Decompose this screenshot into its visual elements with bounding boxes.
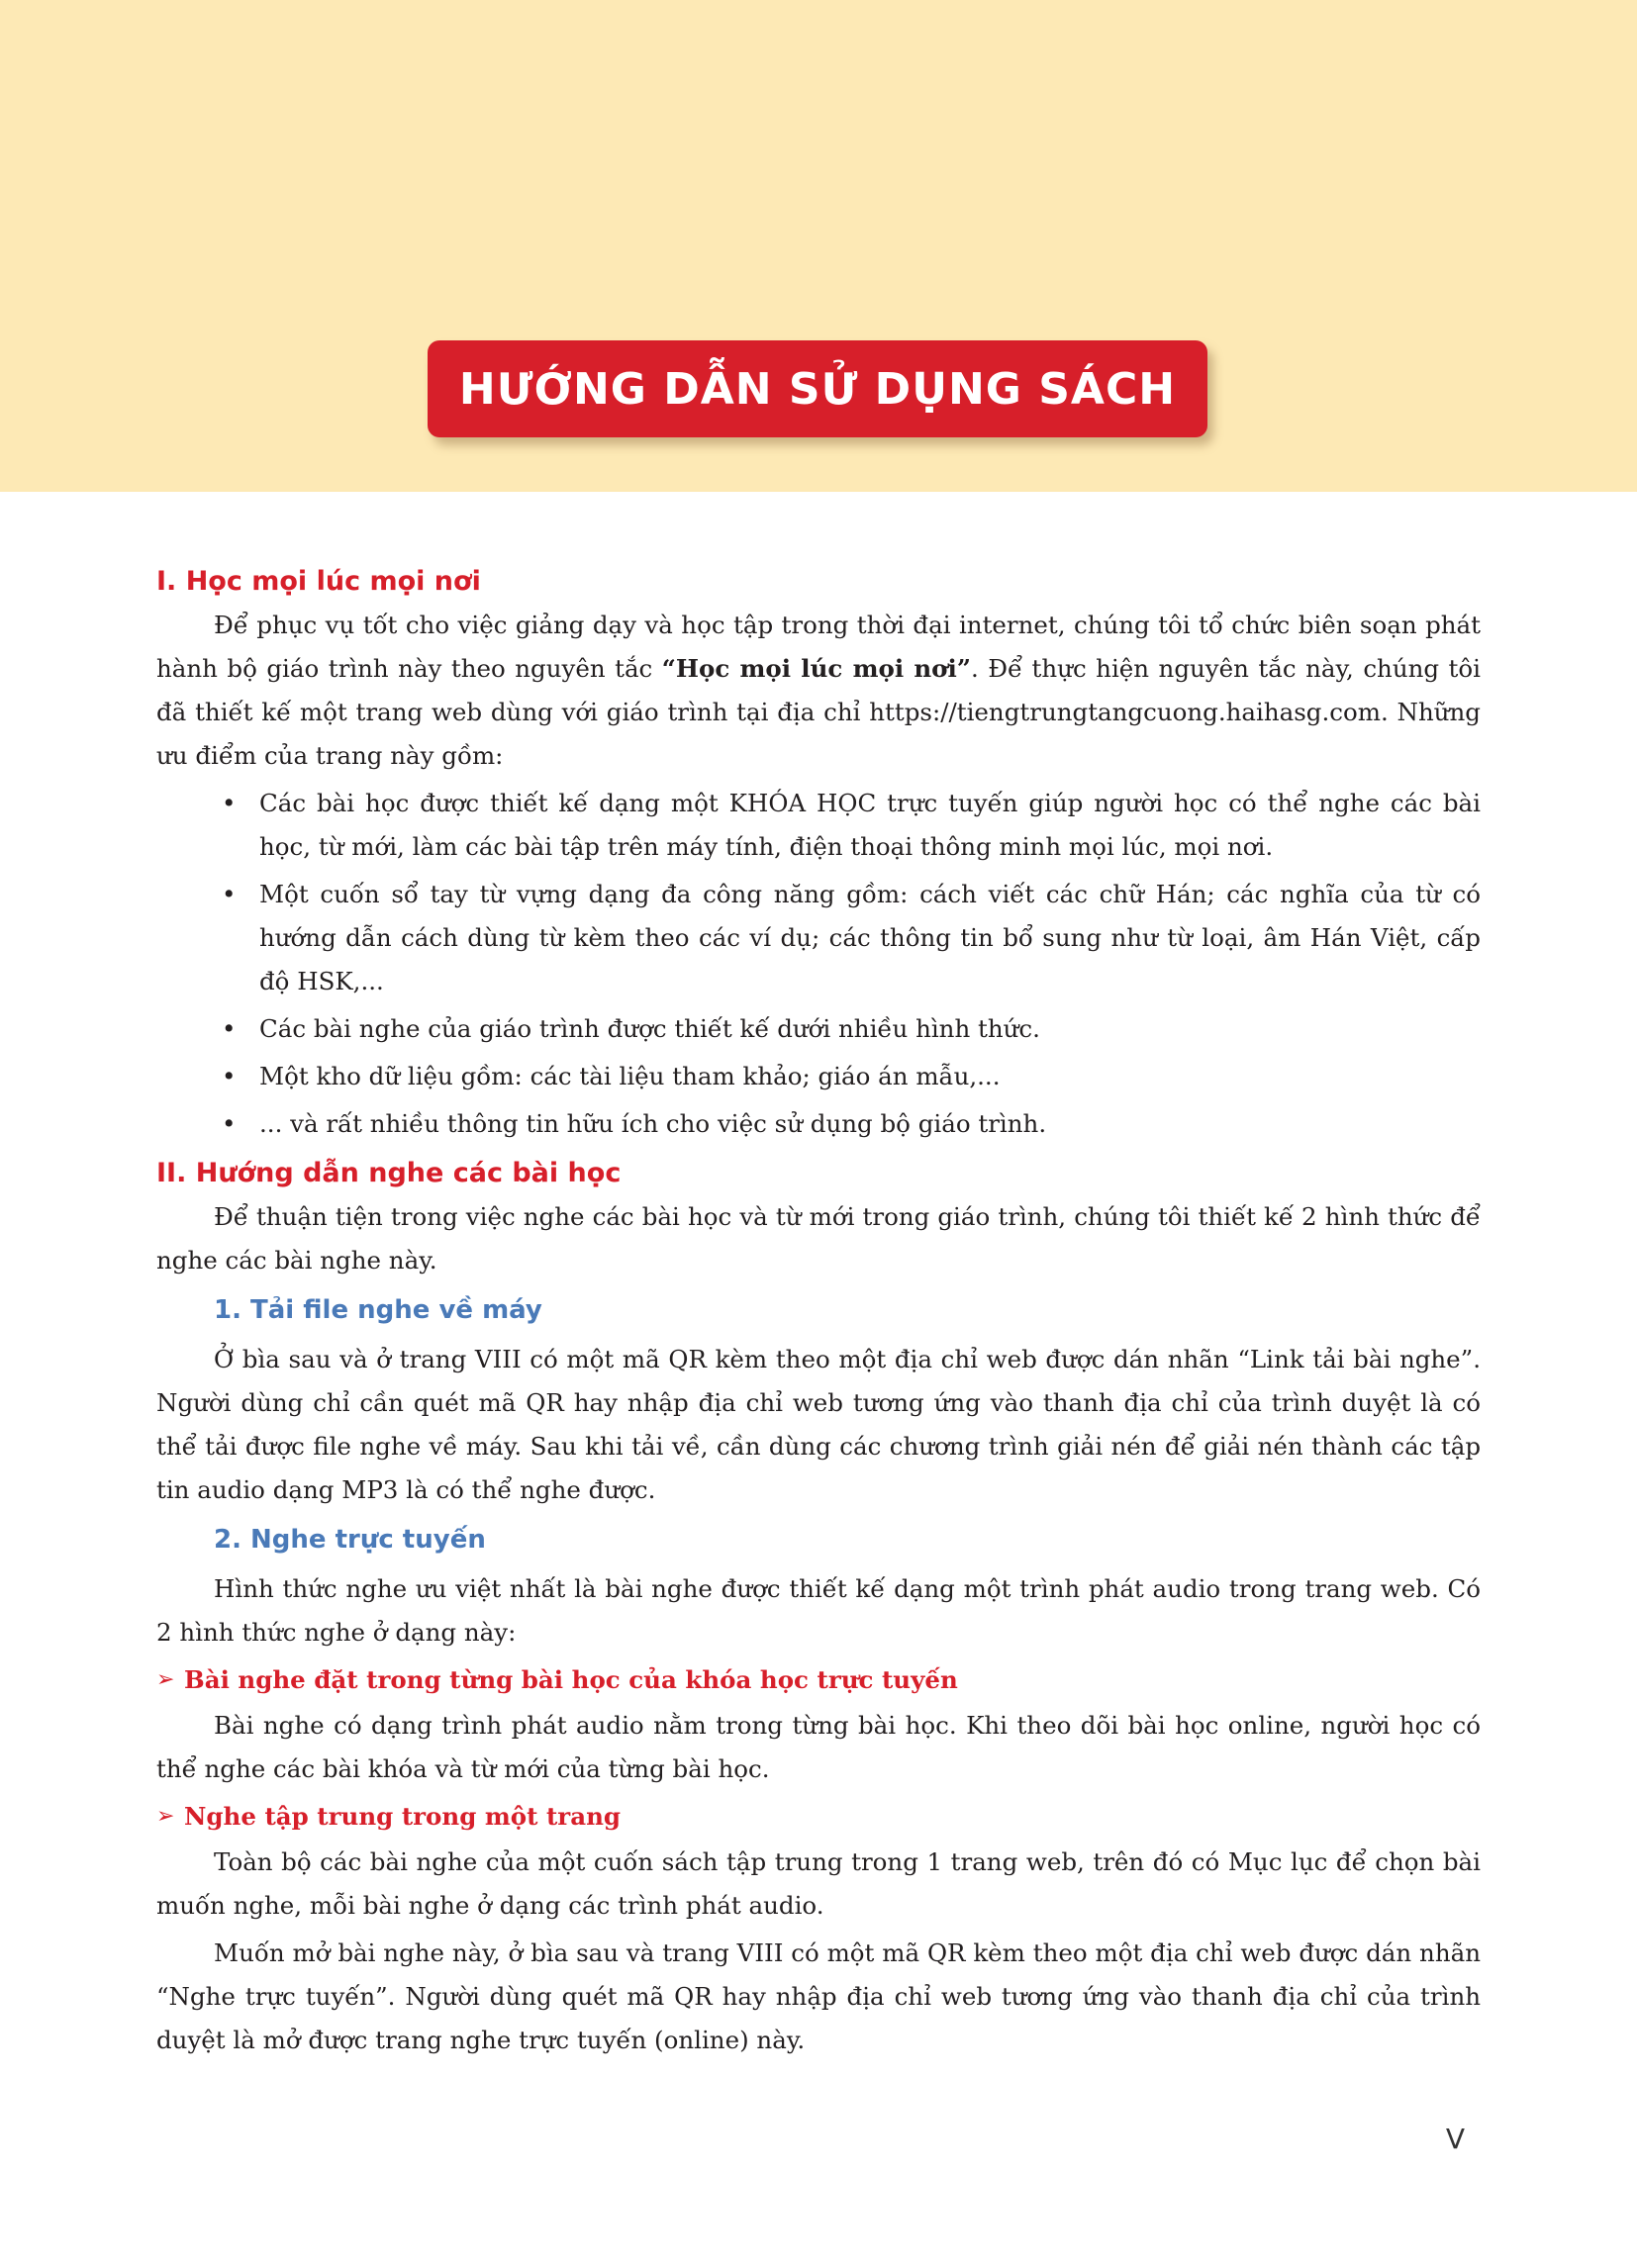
section-1-paragraph: Để phục vụ tốt cho việc giảng dạy và học tập trong thời đại internet, chúng tôi tổ chức biên soạn phát hành bộ giáo trình này theo nguyên tắc “Học mọi lúc mọi nơi”. Để thực hiện nguyên tắc này, chúng tôi đã thiết kế một trang web dùng với giáo trình tại địa chỉ https://tiengtrungtangcuong.haihasg.com. Những ưu điểm của trang này gồm: bbox=[156, 611, 1481, 770]
page-number: V bbox=[1445, 2123, 1465, 2155]
bullet-icon: • bbox=[222, 1109, 237, 1138]
arrow-right-icon: ➢ bbox=[156, 1667, 175, 1692]
arrow-2-text-2: Muốn mở bài nghe này, ở bìa sau và trang VIII có một mã QR kèm theo một địa chỉ web được dán nhãn “Nghe trực tuyến”. Người dùng quét mã QR hay nhập địa chỉ web tương ứng vào thanh địa chỉ của trình duyệt là mở được trang nghe trực tuyến (online) này. bbox=[156, 1938, 1481, 2054]
bullet-icon: • bbox=[222, 1062, 237, 1090]
section-2-heading: II. Hướng dẫn nghe các bài học bbox=[156, 1158, 622, 1188]
list-item: • Các bài nghe của giáo trình được thiết kế dưới nhiều hình thức. bbox=[156, 1007, 1481, 1051]
list-item: • Một cuốn sổ tay từ vựng dạng đa công năng gồm: cách viết các chữ Hán; các nghĩa của từ có hướng dẫn cách dùng từ kèm theo các ví dụ; các thông tin bổ sung như từ loại, âm Hán Việt, cấp độ HSK,... bbox=[156, 873, 1481, 1003]
list-item: • Các bài học được thiết kế dạng một KHÓA HỌC trực tuyến giúp người học có thể nghe các bài học, từ mới, làm các bài tập trên máy tính, điện thoại thông minh mọi lúc, mọi nơi. bbox=[156, 782, 1481, 869]
feature-list bbox=[156, 782, 1481, 1146]
subsection-2-heading: 2. Nghe trực tuyến bbox=[214, 1525, 486, 1555]
title-banner bbox=[428, 340, 1207, 437]
arrow-heading-2: ➢ Nghe tập trung trong một trang bbox=[156, 1795, 1481, 1839]
section-2-intro: Để thuận tiện trong việc nghe các bài học và từ mới trong giáo trình, chúng tôi thiết kế 2 hình thức để nghe các bài nghe này. bbox=[156, 1202, 1481, 1275]
list-item: • ... và rất nhiều thông tin hữu ích cho việc sử dụng bộ giáo trình. bbox=[156, 1102, 1481, 1146]
page-title: HƯỚNG DẪN SỬ DỤNG SÁCH bbox=[458, 363, 1177, 415]
bullet-icon: • bbox=[222, 880, 237, 908]
subsection-1-text: Ở bìa sau và ở trang VIII có một mã QR kèm theo một địa chỉ web được dán nhãn “Link tải bài nghe”. Người dùng chỉ cần quét mã QR hay nhập địa chỉ web tương ứng vào thanh địa chỉ của trình duyệt là có thể tải được file nghe về máy. Sau khi tải về, cần dùng các chương trình giải nén để giải nén thành các tập tin audio dạng MP3 là có thể nghe được. bbox=[156, 1345, 1481, 1504]
bullet-icon: • bbox=[222, 1014, 237, 1043]
bullet-icon: • bbox=[222, 789, 237, 817]
arrow-1-text: Bài nghe có dạng trình phát audio nằm trong từng bài học. Khi theo dõi bài học online, người học có thể nghe các bài khóa và từ mới của từng bài học. bbox=[156, 1711, 1481, 1783]
section-1-heading: I. Học mọi lúc mọi nơi bbox=[156, 566, 481, 597]
principle-text: “Học mọi lúc mọi nơi” bbox=[661, 654, 971, 683]
main-content bbox=[156, 560, 1481, 2066]
arrow-heading-1: ➢ Bài nghe đặt trong từng bài học của khóa học trực tuyến bbox=[156, 1658, 1481, 1702]
subsection-2-text: Hình thức nghe ưu việt nhất là bài nghe được thiết kế dạng một trình phát audio trong trang web. Có 2 hình thức nghe ở dạng này: bbox=[156, 1574, 1481, 1647]
list-item: • Một kho dữ liệu gồm: các tài liệu tham khảo; giáo án mẫu,... bbox=[156, 1055, 1481, 1098]
arrow-right-icon: ➢ bbox=[156, 1804, 175, 1829]
arrow-2-text-1: Toàn bộ các bài nghe của một cuốn sách tập trung trong 1 trang web, trên đó có Mục lục để chọn bài muốn nghe, mỗi bài nghe ở dạng các trình phát audio. bbox=[156, 1847, 1481, 1920]
subsection-1-heading: 1. Tải file nghe về máy bbox=[214, 1295, 542, 1325]
